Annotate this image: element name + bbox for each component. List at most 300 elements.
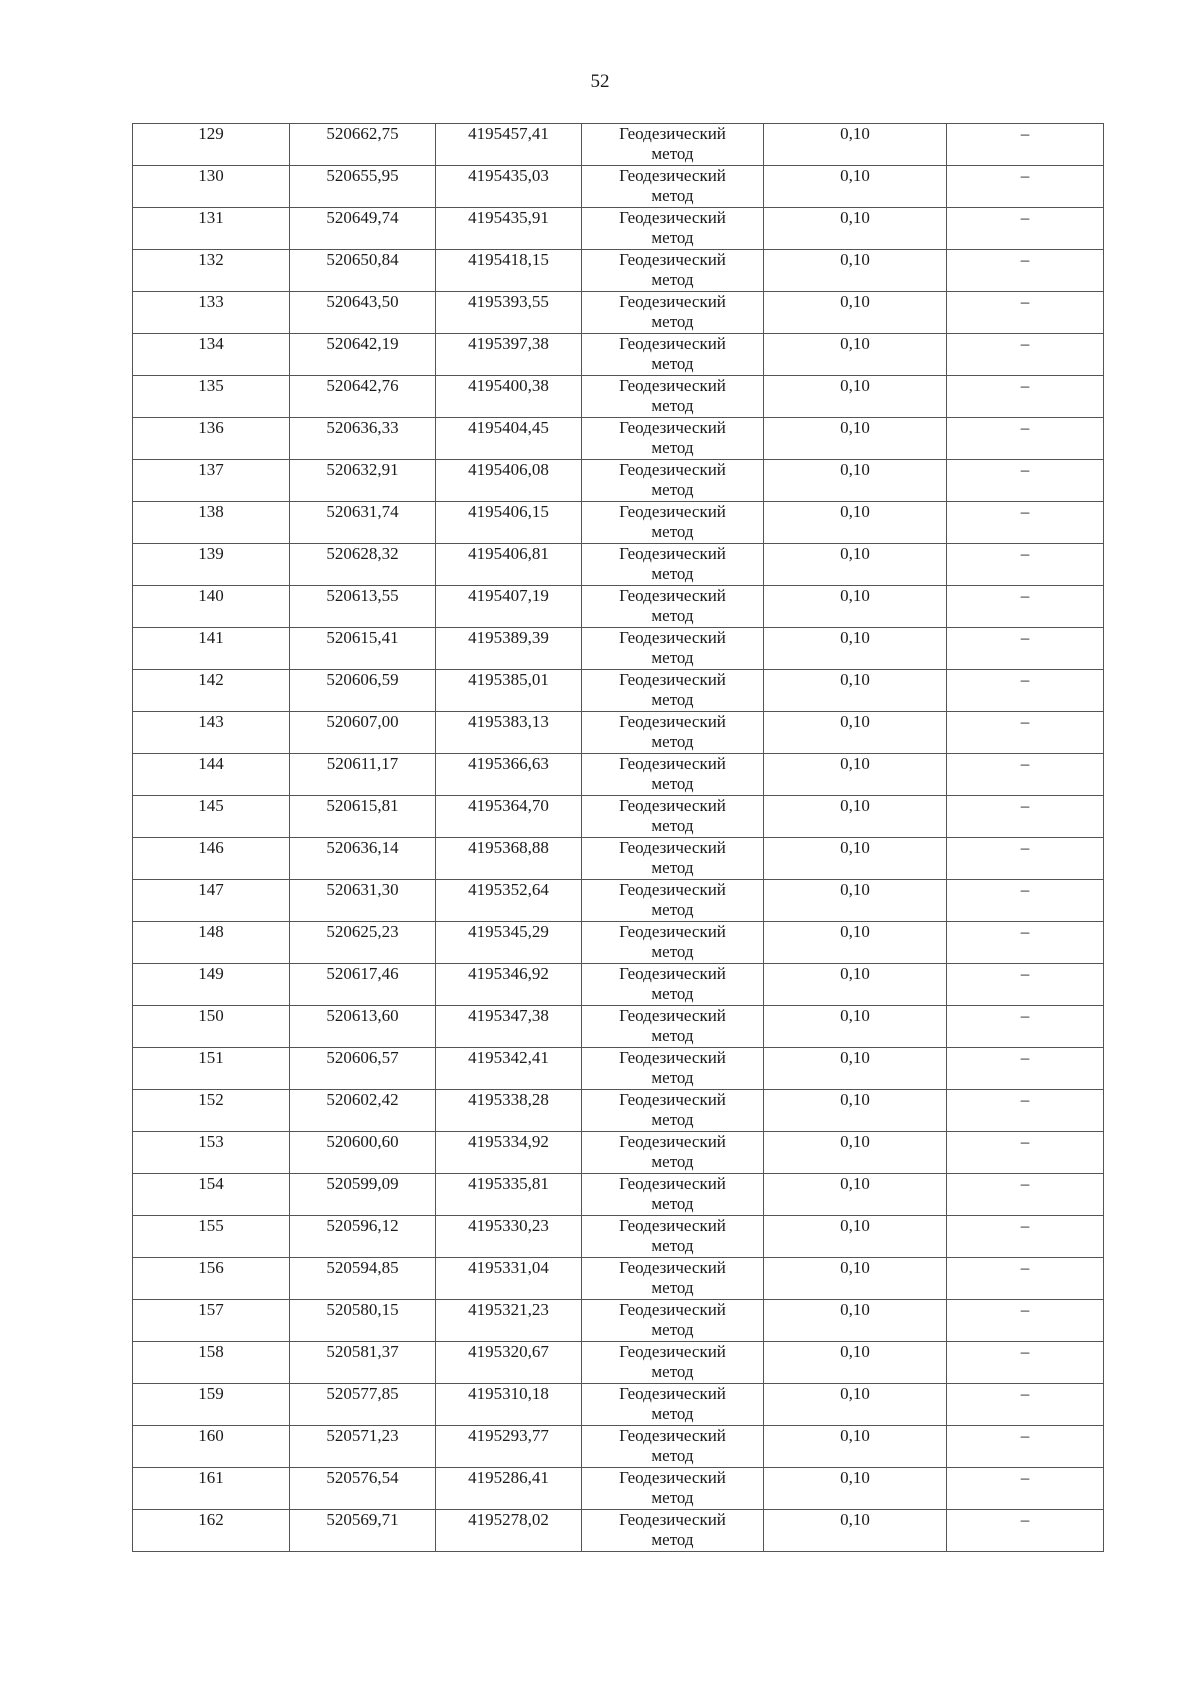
accuracy-cell: 0,10 xyxy=(764,1300,947,1342)
method-cell xyxy=(582,1090,764,1132)
method-cell xyxy=(582,1216,764,1258)
dash-mark: – xyxy=(1020,376,1030,395)
point-number-cell: 139 xyxy=(133,544,290,586)
method-line-1: Геодезический xyxy=(619,1468,726,1487)
description-cell xyxy=(947,1342,1104,1384)
method-line-2: метод xyxy=(651,774,694,793)
y-coordinate-cell: 4195418,15 xyxy=(436,250,582,292)
method-line-1: Геодезический xyxy=(619,1132,726,1151)
y-coordinate-cell: 4195342,41 xyxy=(436,1048,582,1090)
dash-mark: – xyxy=(1020,1090,1030,1109)
method-cell xyxy=(582,1384,764,1426)
description-cell xyxy=(947,166,1104,208)
dash-mark: – xyxy=(1020,922,1030,941)
accuracy-cell: 0,10 xyxy=(764,670,947,712)
method-line-1: Геодезический xyxy=(619,1342,726,1361)
point-number-cell: 136 xyxy=(133,418,290,460)
point-number-cell: 132 xyxy=(133,250,290,292)
y-coordinate-cell: 4195338,28 xyxy=(436,1090,582,1132)
y-coordinate-cell: 4195368,88 xyxy=(436,838,582,880)
method-line-1: Геодезический xyxy=(619,1258,726,1277)
method-line-2: метод xyxy=(651,648,694,667)
table-row xyxy=(133,1174,1104,1216)
method-line-1: Геодезический xyxy=(619,166,726,185)
accuracy-cell: 0,10 xyxy=(764,922,947,964)
description-cell xyxy=(947,1048,1104,1090)
point-number-cell: 161 xyxy=(133,1468,290,1510)
point-number-cell: 137 xyxy=(133,460,290,502)
x-coordinate-cell: 520662,75 xyxy=(290,124,436,166)
table-row xyxy=(133,1468,1104,1510)
dash-mark: – xyxy=(1020,1174,1030,1193)
method-line-1: Геодезический xyxy=(619,376,726,395)
accuracy-cell: 0,10 xyxy=(764,1174,947,1216)
dash-mark: – xyxy=(1020,586,1030,605)
method-cell xyxy=(582,1300,764,1342)
accuracy-cell: 0,10 xyxy=(764,586,947,628)
point-number-cell: 159 xyxy=(133,1384,290,1426)
method-line-1: Геодезический xyxy=(619,670,726,689)
accuracy-cell: 0,10 xyxy=(764,124,947,166)
accuracy-cell: 0,10 xyxy=(764,502,947,544)
y-coordinate-cell: 4195385,01 xyxy=(436,670,582,712)
y-coordinate-cell: 4195345,29 xyxy=(436,922,582,964)
description-cell xyxy=(947,418,1104,460)
method-line-2: метод xyxy=(651,1110,694,1129)
method-line-1: Геодезический xyxy=(619,754,726,773)
table-row xyxy=(133,1090,1104,1132)
table-row xyxy=(133,502,1104,544)
method-cell xyxy=(582,250,764,292)
description-cell xyxy=(947,334,1104,376)
method-line-2: метод xyxy=(651,1278,694,1297)
method-line-2: метод xyxy=(651,396,694,415)
point-number-cell: 150 xyxy=(133,1006,290,1048)
x-coordinate-cell: 520580,15 xyxy=(290,1300,436,1342)
method-cell xyxy=(582,1132,764,1174)
dash-mark: – xyxy=(1020,124,1030,143)
method-line-1: Геодезический xyxy=(619,586,726,605)
y-coordinate-cell: 4195278,02 xyxy=(436,1510,582,1552)
point-number-cell: 144 xyxy=(133,754,290,796)
x-coordinate-cell: 520613,60 xyxy=(290,1006,436,1048)
method-cell xyxy=(582,1510,764,1552)
description-cell xyxy=(947,1468,1104,1510)
description-cell xyxy=(947,712,1104,754)
method-line-2: метод xyxy=(651,1152,694,1171)
x-coordinate-cell: 520602,42 xyxy=(290,1090,436,1132)
description-cell xyxy=(947,922,1104,964)
dash-mark: – xyxy=(1020,1258,1030,1277)
x-coordinate-cell: 520571,23 xyxy=(290,1426,436,1468)
dash-mark: – xyxy=(1020,754,1030,773)
y-coordinate-cell: 4195406,15 xyxy=(436,502,582,544)
method-cell xyxy=(582,1342,764,1384)
point-number-cell: 162 xyxy=(133,1510,290,1552)
method-line-2: метод xyxy=(651,564,694,583)
y-coordinate-cell: 4195366,63 xyxy=(436,754,582,796)
method-line-2: метод xyxy=(651,858,694,877)
dash-mark: – xyxy=(1020,460,1030,479)
method-line-2: метод xyxy=(651,1026,694,1045)
accuracy-cell: 0,10 xyxy=(764,1426,947,1468)
table-row xyxy=(133,628,1104,670)
x-coordinate-cell: 520632,91 xyxy=(290,460,436,502)
point-number-cell: 147 xyxy=(133,880,290,922)
method-line-2: метод xyxy=(651,1530,694,1549)
table-row xyxy=(133,544,1104,586)
dash-mark: – xyxy=(1020,166,1030,185)
description-cell xyxy=(947,796,1104,838)
point-number-cell: 143 xyxy=(133,712,290,754)
method-line-2: метод xyxy=(651,1194,694,1213)
method-cell xyxy=(582,418,764,460)
table-row xyxy=(133,754,1104,796)
description-cell xyxy=(947,124,1104,166)
y-coordinate-cell: 4195331,04 xyxy=(436,1258,582,1300)
y-coordinate-cell: 4195406,81 xyxy=(436,544,582,586)
table-row xyxy=(133,292,1104,334)
point-number-cell: 145 xyxy=(133,796,290,838)
method-line-2: метод xyxy=(651,900,694,919)
y-coordinate-cell: 4195352,64 xyxy=(436,880,582,922)
method-cell xyxy=(582,460,764,502)
x-coordinate-cell: 520600,60 xyxy=(290,1132,436,1174)
point-number-cell: 141 xyxy=(133,628,290,670)
table-row xyxy=(133,838,1104,880)
description-cell xyxy=(947,1216,1104,1258)
description-cell xyxy=(947,502,1104,544)
method-line-1: Геодезический xyxy=(619,1006,726,1025)
dash-mark: – xyxy=(1020,1426,1030,1445)
method-line-1: Геодезический xyxy=(619,1216,726,1235)
dash-mark: – xyxy=(1020,1384,1030,1403)
method-line-1: Геодезический xyxy=(619,628,726,647)
x-coordinate-cell: 520650,84 xyxy=(290,250,436,292)
method-cell xyxy=(582,334,764,376)
y-coordinate-cell: 4195347,38 xyxy=(436,1006,582,1048)
accuracy-cell: 0,10 xyxy=(764,544,947,586)
accuracy-cell: 0,10 xyxy=(764,880,947,922)
table-row xyxy=(133,712,1104,754)
method-line-1: Геодезический xyxy=(619,1090,726,1109)
method-line-2: метод xyxy=(651,984,694,1003)
coordinates-table xyxy=(132,123,1104,1552)
dash-mark: – xyxy=(1020,670,1030,689)
method-cell xyxy=(582,376,764,418)
point-number-cell: 152 xyxy=(133,1090,290,1132)
point-number-cell: 153 xyxy=(133,1132,290,1174)
point-number-cell: 146 xyxy=(133,838,290,880)
method-cell xyxy=(582,922,764,964)
method-line-1: Геодезический xyxy=(619,880,726,899)
y-coordinate-cell: 4195364,70 xyxy=(436,796,582,838)
description-cell xyxy=(947,964,1104,1006)
method-line-2: метод xyxy=(651,522,694,541)
method-line-2: метод xyxy=(651,942,694,961)
x-coordinate-cell: 520599,09 xyxy=(290,1174,436,1216)
table-row xyxy=(133,880,1104,922)
method-line-1: Геодезический xyxy=(619,796,726,815)
dash-mark: – xyxy=(1020,1300,1030,1319)
accuracy-cell: 0,10 xyxy=(764,964,947,1006)
table-row xyxy=(133,922,1104,964)
accuracy-cell: 0,10 xyxy=(764,166,947,208)
y-coordinate-cell: 4195310,18 xyxy=(436,1384,582,1426)
method-line-2: метод xyxy=(651,1068,694,1087)
point-number-cell: 160 xyxy=(133,1426,290,1468)
x-coordinate-cell: 520594,85 xyxy=(290,1258,436,1300)
table-row xyxy=(133,1426,1104,1468)
table-row xyxy=(133,796,1104,838)
y-coordinate-cell: 4195393,55 xyxy=(436,292,582,334)
description-cell xyxy=(947,250,1104,292)
x-coordinate-cell: 520631,30 xyxy=(290,880,436,922)
accuracy-cell: 0,10 xyxy=(764,1048,947,1090)
dash-mark: – xyxy=(1020,838,1030,857)
y-coordinate-cell: 4195330,23 xyxy=(436,1216,582,1258)
method-line-2: метод xyxy=(651,354,694,373)
table-row xyxy=(133,1048,1104,1090)
method-line-2: метод xyxy=(651,1446,694,1465)
y-coordinate-cell: 4195404,45 xyxy=(436,418,582,460)
table-row xyxy=(133,334,1104,376)
description-cell xyxy=(947,670,1104,712)
method-line-1: Геодезический xyxy=(619,460,726,479)
point-number-cell: 149 xyxy=(133,964,290,1006)
point-number-cell: 130 xyxy=(133,166,290,208)
point-number-cell: 151 xyxy=(133,1048,290,1090)
x-coordinate-cell: 520649,74 xyxy=(290,208,436,250)
method-line-1: Геодезический xyxy=(619,1426,726,1445)
dash-mark: – xyxy=(1020,964,1030,983)
method-line-1: Геодезический xyxy=(619,1384,726,1403)
table-row xyxy=(133,1510,1104,1552)
point-number-cell: 138 xyxy=(133,502,290,544)
method-cell xyxy=(582,544,764,586)
method-cell xyxy=(582,1258,764,1300)
table-row xyxy=(133,124,1104,166)
method-line-2: метод xyxy=(651,144,694,163)
y-coordinate-cell: 4195334,92 xyxy=(436,1132,582,1174)
dash-mark: – xyxy=(1020,628,1030,647)
description-cell xyxy=(947,376,1104,418)
accuracy-cell: 0,10 xyxy=(764,1468,947,1510)
x-coordinate-cell: 520643,50 xyxy=(290,292,436,334)
description-cell xyxy=(947,1510,1104,1552)
y-coordinate-cell: 4195335,81 xyxy=(436,1174,582,1216)
method-cell xyxy=(582,1006,764,1048)
x-coordinate-cell: 520581,37 xyxy=(290,1342,436,1384)
table-row xyxy=(133,250,1104,292)
method-cell xyxy=(582,208,764,250)
description-cell xyxy=(947,1132,1104,1174)
point-number-cell: 157 xyxy=(133,1300,290,1342)
description-cell xyxy=(947,1258,1104,1300)
dash-mark: – xyxy=(1020,712,1030,731)
y-coordinate-cell: 4195293,77 xyxy=(436,1426,582,1468)
method-line-2: метод xyxy=(651,1362,694,1381)
x-coordinate-cell: 520606,59 xyxy=(290,670,436,712)
point-number-cell: 142 xyxy=(133,670,290,712)
method-line-2: метод xyxy=(651,312,694,331)
dash-mark: – xyxy=(1020,1468,1030,1487)
method-cell xyxy=(582,670,764,712)
method-line-2: метод xyxy=(651,1488,694,1507)
x-coordinate-cell: 520611,17 xyxy=(290,754,436,796)
accuracy-cell: 0,10 xyxy=(764,1216,947,1258)
method-line-2: метод xyxy=(651,438,694,457)
point-number-cell: 156 xyxy=(133,1258,290,1300)
table-row xyxy=(133,1006,1104,1048)
description-cell xyxy=(947,838,1104,880)
method-line-1: Геодезический xyxy=(619,292,726,311)
description-cell xyxy=(947,460,1104,502)
method-cell xyxy=(582,124,764,166)
y-coordinate-cell: 4195435,91 xyxy=(436,208,582,250)
method-cell xyxy=(582,1174,764,1216)
table-row xyxy=(133,1258,1104,1300)
method-line-1: Геодезический xyxy=(619,502,726,521)
y-coordinate-cell: 4195457,41 xyxy=(436,124,582,166)
x-coordinate-cell: 520606,57 xyxy=(290,1048,436,1090)
description-cell xyxy=(947,1384,1104,1426)
description-cell xyxy=(947,1090,1104,1132)
method-line-2: метод xyxy=(651,816,694,835)
description-cell xyxy=(947,628,1104,670)
method-cell xyxy=(582,292,764,334)
table-row xyxy=(133,1216,1104,1258)
method-line-2: метод xyxy=(651,732,694,751)
method-line-1: Геодезический xyxy=(619,208,726,227)
description-cell xyxy=(947,586,1104,628)
accuracy-cell: 0,10 xyxy=(764,1090,947,1132)
dash-mark: – xyxy=(1020,544,1030,563)
accuracy-cell: 0,10 xyxy=(764,1342,947,1384)
point-number-cell: 129 xyxy=(133,124,290,166)
table-row xyxy=(133,1300,1104,1342)
table-row xyxy=(133,964,1104,1006)
method-cell xyxy=(582,166,764,208)
method-line-2: метод xyxy=(651,1320,694,1339)
method-line-1: Геодезический xyxy=(619,1510,726,1529)
accuracy-cell: 0,10 xyxy=(764,334,947,376)
x-coordinate-cell: 520577,85 xyxy=(290,1384,436,1426)
method-line-2: метод xyxy=(651,270,694,289)
accuracy-cell: 0,10 xyxy=(764,838,947,880)
accuracy-cell: 0,10 xyxy=(764,754,947,796)
y-coordinate-cell: 4195320,67 xyxy=(436,1342,582,1384)
table-row xyxy=(133,586,1104,628)
dash-mark: – xyxy=(1020,1006,1030,1025)
method-line-1: Геодезический xyxy=(619,124,726,143)
method-line-1: Геодезический xyxy=(619,250,726,269)
method-line-1: Геодезический xyxy=(619,334,726,353)
method-line-1: Геодезический xyxy=(619,1174,726,1193)
dash-mark: – xyxy=(1020,1342,1030,1361)
accuracy-cell: 0,10 xyxy=(764,628,947,670)
x-coordinate-cell: 520613,55 xyxy=(290,586,436,628)
dash-mark: – xyxy=(1020,796,1030,815)
x-coordinate-cell: 520576,54 xyxy=(290,1468,436,1510)
accuracy-cell: 0,10 xyxy=(764,712,947,754)
accuracy-cell: 0,10 xyxy=(764,418,947,460)
x-coordinate-cell: 520617,46 xyxy=(290,964,436,1006)
accuracy-cell: 0,10 xyxy=(764,1132,947,1174)
method-cell xyxy=(582,964,764,1006)
method-line-1: Геодезический xyxy=(619,1300,726,1319)
method-cell xyxy=(582,586,764,628)
method-line-2: метод xyxy=(651,1404,694,1423)
accuracy-cell: 0,10 xyxy=(764,1510,947,1552)
y-coordinate-cell: 4195286,41 xyxy=(436,1468,582,1510)
method-line-1: Геодезический xyxy=(619,418,726,437)
y-coordinate-cell: 4195400,38 xyxy=(436,376,582,418)
accuracy-cell: 0,10 xyxy=(764,292,947,334)
y-coordinate-cell: 4195321,23 xyxy=(436,1300,582,1342)
x-coordinate-cell: 520625,23 xyxy=(290,922,436,964)
method-cell xyxy=(582,1426,764,1468)
accuracy-cell: 0,10 xyxy=(764,460,947,502)
table-row xyxy=(133,460,1104,502)
method-cell xyxy=(582,796,764,838)
y-coordinate-cell: 4195397,38 xyxy=(436,334,582,376)
description-cell xyxy=(947,292,1104,334)
method-line-2: метод xyxy=(651,606,694,625)
y-coordinate-cell: 4195407,19 xyxy=(436,586,582,628)
dash-mark: – xyxy=(1020,292,1030,311)
point-number-cell: 133 xyxy=(133,292,290,334)
dash-mark: – xyxy=(1020,1216,1030,1235)
method-cell xyxy=(582,754,764,796)
point-number-cell: 131 xyxy=(133,208,290,250)
method-line-2: метод xyxy=(651,186,694,205)
y-coordinate-cell: 4195383,13 xyxy=(436,712,582,754)
x-coordinate-cell: 520628,32 xyxy=(290,544,436,586)
table-row xyxy=(133,166,1104,208)
description-cell xyxy=(947,1006,1104,1048)
description-cell xyxy=(947,1300,1104,1342)
point-number-cell: 148 xyxy=(133,922,290,964)
dash-mark: – xyxy=(1020,1048,1030,1067)
x-coordinate-cell: 520642,19 xyxy=(290,334,436,376)
dash-mark: – xyxy=(1020,250,1030,269)
x-coordinate-cell: 520636,33 xyxy=(290,418,436,460)
table-row xyxy=(133,208,1104,250)
x-coordinate-cell: 520642,76 xyxy=(290,376,436,418)
x-coordinate-cell: 520655,95 xyxy=(290,166,436,208)
point-number-cell: 135 xyxy=(133,376,290,418)
accuracy-cell: 0,10 xyxy=(764,376,947,418)
method-line-2: метод xyxy=(651,228,694,247)
dash-mark: – xyxy=(1020,334,1030,353)
dash-mark: – xyxy=(1020,502,1030,521)
table-row xyxy=(133,1342,1104,1384)
table-row xyxy=(133,1384,1104,1426)
x-coordinate-cell: 520607,00 xyxy=(290,712,436,754)
method-line-1: Геодезический xyxy=(619,712,726,731)
method-line-2: метод xyxy=(651,1236,694,1255)
dash-mark: – xyxy=(1020,880,1030,899)
method-line-1: Геодезический xyxy=(619,1048,726,1067)
table-row xyxy=(133,376,1104,418)
page-number: 52 xyxy=(590,71,610,92)
y-coordinate-cell: 4195406,08 xyxy=(436,460,582,502)
x-coordinate-cell: 520631,74 xyxy=(290,502,436,544)
description-cell xyxy=(947,754,1104,796)
point-number-cell: 154 xyxy=(133,1174,290,1216)
method-line-1: Геодезический xyxy=(619,922,726,941)
